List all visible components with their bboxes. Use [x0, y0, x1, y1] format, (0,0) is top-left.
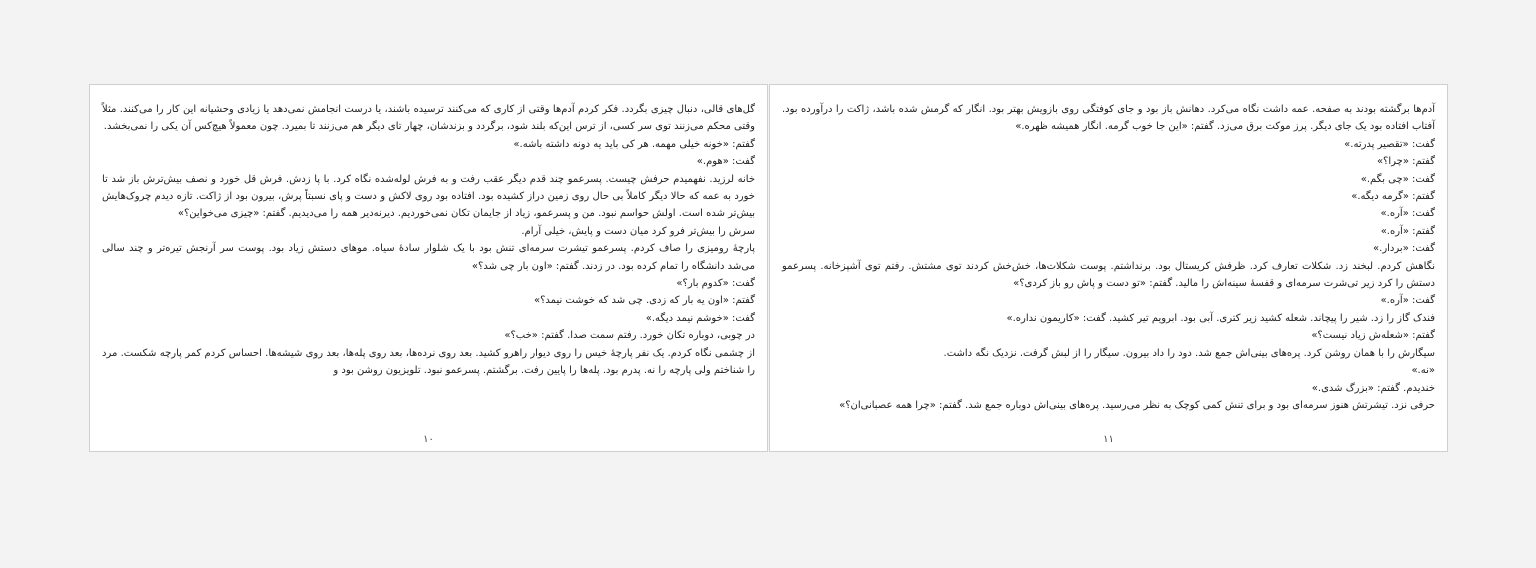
paragraph: گفت: «تقصیر پدرته.» — [1344, 138, 1435, 150]
book-spread — [88, 84, 1448, 454]
paragraph: گفت: «آره.» — [1380, 295, 1435, 307]
paragraph: حرفی نزد. تیشرتش هنوز سرمه‌ای بود و برای تنش کمی کوچک به نظر می‌رسید. پره‌های بینی‌اش دوباره جمع شد. گفتم: «چرا همه عصبانی‌ان؟» — [839, 399, 1435, 411]
paragraph: خندیدم. گفتم: «بزرگ شدی.» — [1311, 382, 1435, 394]
paragraph: از چشمی نگاه کردم. یک نفر پارچهٔ خیس را روی دیوار راهرو کشید. بعد روی نرده‌ها، بعد روی پله‌ها، بعد روی شیشه‌ها. احساس کردم کمر پارچه شکست. مرد را شناختم ولی پارچه را نه. پدرم بود. پله‌ها را پایین رفت. برگشتم. پسرعمو نبود. تلویزیون روشن بود و — [102, 347, 755, 377]
paragraph: گفتم: «اون یه بار که زدی. چی شد که خوشت نیمد؟» — [533, 295, 755, 307]
paragraph: خانه لرزید. نفهمیدم حرفش چیست. پسرعمو چند قدم دیگر عقب رفت و به فرش لوله‌شده نگاه کرد. با پا زدش. فرش قل خورد و نصف بیش‌ترش باز شد تا خورد به عمه که حالا دیگر کاملاً بی حال روی زمین دراز کشیده بود. افتاده بود روی لاکش و دست و پای نسبتاً پرش، بیرون بود از ژاکت. تازه دیدم چروک‌هایش بیش‌تر شده است. اولش حواسم نبود. من و پسرعمو، زیاد از جایمان تکان نمی‌خوردیم. دیرنه‌دیر همه را می‌دیدیم. گفتم: «چیزی می‌خواین؟» — [102, 173, 755, 220]
paragraph: گفتم: «خونه خیلی مهمه. هر کی باید یه دونه داشته باشه.» — [513, 138, 755, 150]
paragraph: «نه.» — [1411, 365, 1435, 377]
paragraph: گفتم: «شعله‌ش زیاد نیست؟» — [1311, 330, 1435, 342]
paragraph: گفتم: «آره.» — [1380, 225, 1435, 237]
paragraph: گفت: «چی بگم.» — [1360, 173, 1435, 185]
paragraph: گفتم: «چرا؟» — [1376, 156, 1435, 168]
paragraph: گل‌های قالی، دنبال چیزی بگردد. فکر کردم آدم‌ها وقتی از کاری که می‌کنند ترسیده باشند، یا درست انجامش نمی‌دهد یا زیادی وحشیانه این کار را می‌کنند. مثلاً وقتی محکم می‌زنند توی سر کسی، از ترس این‌که بلند شود، برگردد و بزندشان، چهار تای دیگر هم می‌زنند تا بمیرد. چون معمولاً هیچ‌کس آن یکی را نمی‌بخشد. — [102, 104, 755, 133]
page-right — [769, 84, 1448, 452]
paragraph: سیگارش را با همان روشن کرد. پره‌های بینی‌اش جمع شد. دود را داد بیرون. سیگار را از لبش گرفت. نزدیک نگه داشت. — [943, 347, 1435, 359]
paragraph: گفت: «خوشم نیمد دیگه.» — [645, 312, 755, 324]
page-right-body — [782, 101, 1435, 414]
paragraph: گفت: «هوم.» — [696, 156, 755, 168]
paragraph: سرش را بیش‌تر فرو کرد میان دست و پایش، خیلی آرام. — [521, 225, 755, 237]
paragraph: پارچهٔ رومیزی را صاف کردم. پسرعمو تیشرت سرمه‌ای تنش بود با یک شلوار سادهٔ سیاه. موهای دستش زیاد بود. پوست سر آرنجش تیره‌تر و چند سالی می‌شد دانشگاه را تمام کرده بود. در زدند. گفتم: «اون بار چی شد؟» — [102, 243, 755, 272]
paragraph: گفت: «کدوم بار؟» — [676, 278, 755, 290]
paragraph: در چوبی، دوباره تکان خورد. رفتم سمت صدا. گفتم: «خب؟» — [504, 330, 755, 342]
paragraph: فندک گاز را زد. شیر را پیچاند. شعله کشید زیر کتری. آبی بود. ابرویم تیر کشید. گفت: «کاریمون نداره.» — [1006, 312, 1435, 324]
page-left — [89, 84, 768, 452]
paragraph: گفت: «آره.» — [1380, 208, 1435, 220]
paragraph: گفتم: «گرمه دیگه.» — [1351, 191, 1435, 203]
paragraph: گفت: «بردار.» — [1373, 243, 1435, 255]
paragraph: آدم‌ها برگشته بودند به صفحه. عمه داشت نگاه می‌کرد. دهانش باز بود و جای کوفتگی روی بازویش بهتر بود. انگار که گرمش شده باشد، ژاکت را درآورده بود. آفتاب افتاده بود یک جای دیگر. پرز موکت برق می‌زد. گفتم: «این جا خوب گرمه. انگار همیشه ظهره.» — [782, 104, 1435, 133]
paragraph: نگاهش کردم. لبخند زد. شکلات تعارف کرد. ظرفش کریستال بود. برنداشتم. پوست شکلات‌ها، خش‌خش کردند توی مشتش. رفتم توی آشپزخانه. پسرعمو دستش را کرد زیر تی‌شرت سرمه‌ای و قفسهٔ سینه‌اش را مالید. گفتم: «تو دست و پاش رو باز کردی؟» — [782, 260, 1435, 290]
page-number: ۱۰ — [423, 434, 434, 445]
page-number: ۱۱ — [1103, 434, 1114, 445]
page-left-body — [102, 101, 755, 380]
